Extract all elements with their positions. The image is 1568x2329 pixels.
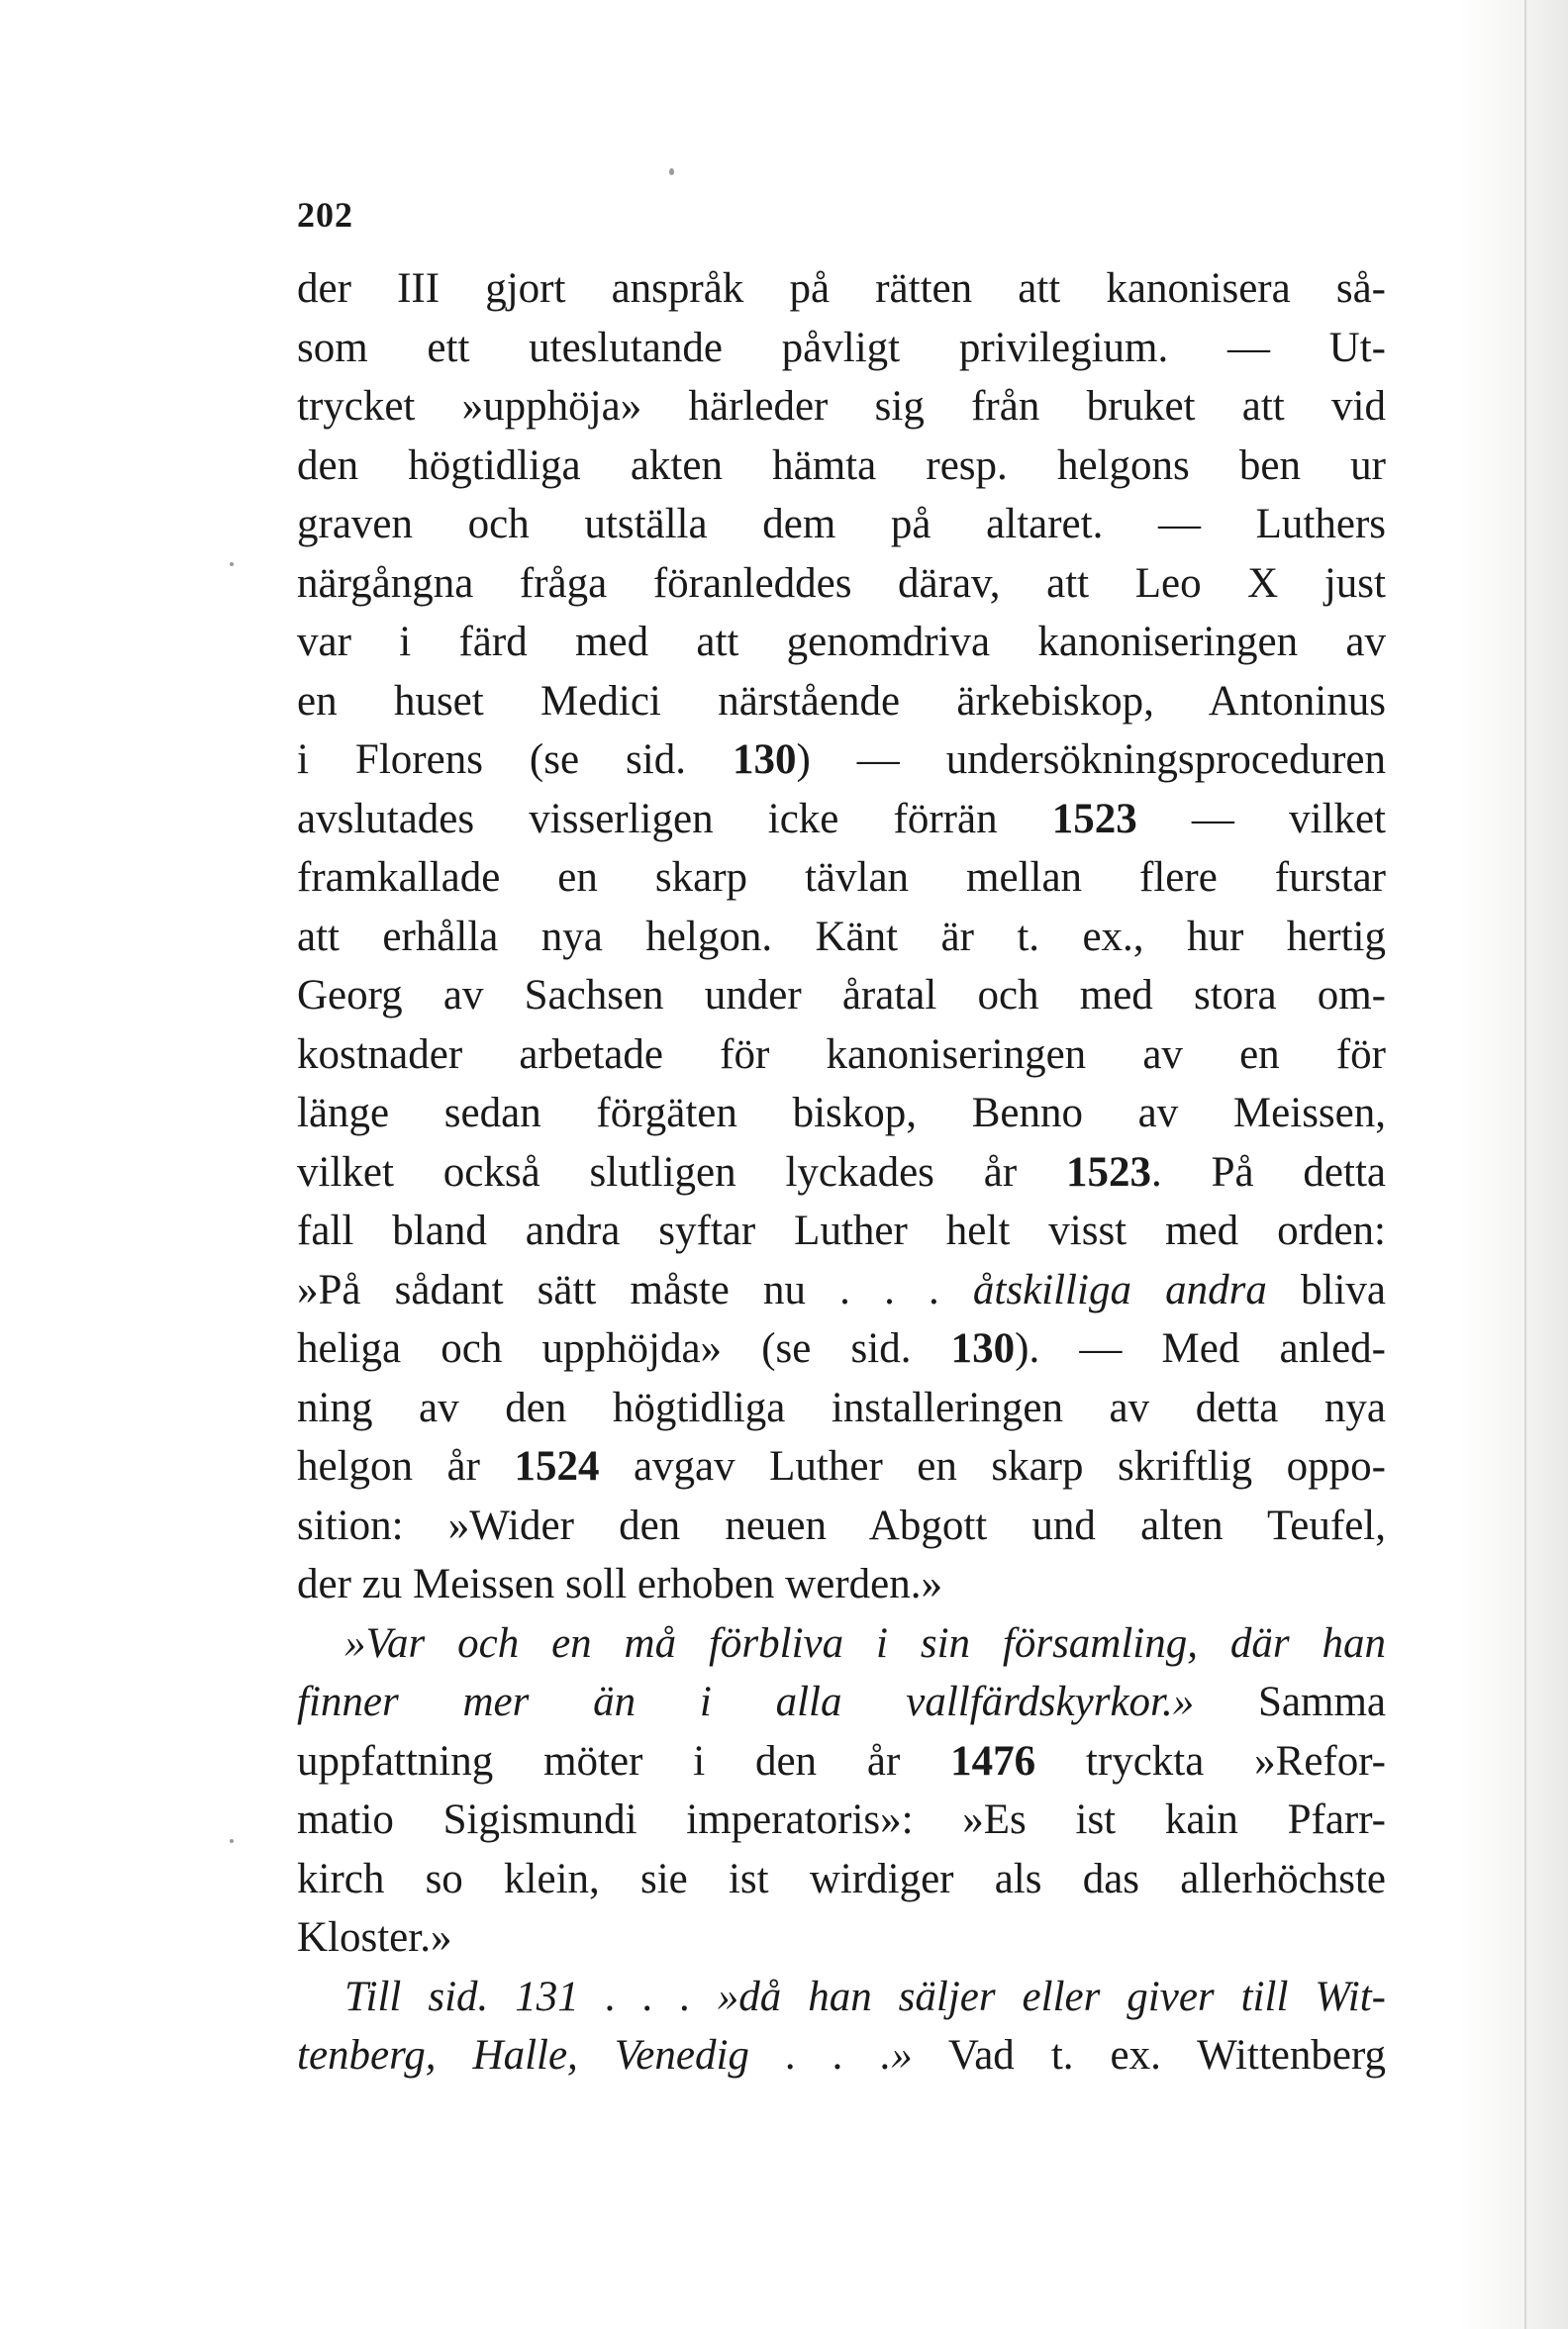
text-line — [297, 259, 1386, 319]
text-line — [297, 672, 1386, 731]
text-segment: bliva — [1266, 1266, 1386, 1313]
text-line — [297, 1379, 1386, 1438]
text-segment: — vilket — [1136, 795, 1386, 842]
text-segment: som ett uteslutande påvligt privilegium. — Ut- — [297, 324, 1386, 371]
bold-number: 130 — [732, 736, 797, 783]
text-line — [297, 1732, 1386, 1792]
text-line — [297, 554, 1386, 614]
text-segment: helgon år — [297, 1443, 515, 1490]
text-line — [297, 613, 1386, 672]
text-segment: tryckta »Refor- — [1035, 1737, 1387, 1785]
text-line — [297, 377, 1386, 437]
text-line — [297, 1850, 1386, 1909]
page-edge-shadow — [1524, 0, 1526, 2329]
bold-number: 130 — [950, 1325, 1016, 1372]
text-segment: trycket »upphöja» härleder sig från bruket att vid — [297, 383, 1386, 430]
text-segment: var i färd med att genomdriva kanoniseringen av — [297, 619, 1386, 665]
body-text — [297, 259, 1386, 2086]
text-line — [297, 1261, 1386, 1320]
text-line — [297, 1437, 1386, 1497]
text-segment: en huset Medici närstående ärkebiskop, Antoninus — [297, 677, 1386, 725]
text-segment: ning av den högtidliga installeringen av detta nya — [297, 1384, 1386, 1431]
text-line — [297, 319, 1386, 378]
italic-text: finner mer än i alla vallfärdskyrkor.» — [297, 1679, 1195, 1725]
text-segment: der III gjort anspråk på rätten att kanonisera så- — [297, 265, 1386, 312]
italic-text: »Var och en må förbliva i sin församling, där han — [344, 1619, 1386, 1667]
text-line — [297, 908, 1386, 967]
text-segment: länge sedan förgäten biskop, Benno av Meissen, — [297, 1090, 1386, 1136]
text-line — [297, 1319, 1386, 1379]
bold-number: 1524 — [514, 1443, 600, 1490]
text-segment: Georg av Sachsen under åratal och med stora om- — [297, 972, 1386, 1019]
text-line — [297, 1025, 1386, 1085]
text-line — [297, 1555, 1386, 1614]
text-segment: matio Sigismundi imperatoris»: »Es ist kain Pfarr- — [297, 1796, 1386, 1843]
text-segment: ) — undersökningsproceduren — [796, 736, 1386, 783]
text-line — [297, 1084, 1386, 1143]
print-speck — [669, 168, 674, 175]
bold-number: 1523 — [1066, 1148, 1151, 1196]
text-segment: heliga och upphöjda» (se sid. — [297, 1325, 951, 1372]
text-segment: sition: »Wider den neuen Abgott und alten Teufel, — [297, 1502, 1386, 1549]
text-segment: ). — Med anled- — [1015, 1325, 1386, 1372]
text-line — [297, 730, 1386, 790]
text-segment: den högtidliga akten hämta resp. helgons ben ur — [297, 441, 1386, 489]
text-line — [297, 1614, 1386, 1674]
text-segment: framkallade en skarp tävlan mellan flere furstar — [297, 854, 1386, 901]
text-segment: fall bland andra syftar Luther helt visst med orden: — [297, 1208, 1386, 1254]
print-speck — [230, 1839, 234, 1843]
text-line — [297, 1673, 1386, 1732]
text-segment: der zu Meissen soll erhoben werden.» — [297, 1561, 942, 1607]
text-line — [297, 495, 1386, 554]
text-segment: att erhålla nya helgon. Känt är t. ex., hur hertig — [297, 913, 1386, 960]
text-segment: avslutades visserligen icke förrän — [297, 795, 1052, 842]
text-line — [297, 848, 1386, 908]
text-segment: avgav Luther en skarp skriftlig oppo- — [599, 1443, 1386, 1490]
text-line — [297, 1791, 1386, 1850]
text-line — [297, 2026, 1386, 2086]
text-segment: Vad t. ex. Wittenberg — [912, 2032, 1386, 2079]
text-line — [297, 1497, 1386, 1556]
text-line — [297, 966, 1386, 1025]
text-line — [297, 1908, 1386, 1968]
text-line — [297, 437, 1386, 496]
text-segment: Samma — [1194, 1679, 1386, 1725]
bold-number: 1476 — [950, 1737, 1036, 1785]
italic-text: tenberg, Halle, Venedig . . .» — [297, 2032, 913, 2079]
text-segment: uppfattning möter i den år — [297, 1737, 951, 1785]
print-speck — [230, 562, 234, 566]
text-line — [297, 790, 1386, 849]
text-segment: Kloster.» — [297, 1914, 452, 1961]
page-number: 202 — [297, 195, 353, 235]
text-segment: . På detta — [1151, 1148, 1386, 1196]
text-segment: »På sådant sätt måste nu . . . — [297, 1266, 973, 1313]
text-segment: graven och utställa dem på altaret. — Luthers — [297, 501, 1386, 547]
text-segment: kirch so klein, sie ist wirdiger als das allerhöchste — [297, 1855, 1386, 1902]
text-line — [297, 1143, 1386, 1203]
bold-number: 1523 — [1051, 795, 1137, 842]
text-segment: kostnader arbetade för kanoniseringen av en för — [297, 1030, 1386, 1078]
italic-text: Till sid. 131 . . . »då han säljer eller giver till Wit- — [344, 1973, 1386, 2020]
text-line — [297, 1968, 1386, 2027]
text-line — [297, 1202, 1386, 1261]
text-segment: i Florens (se sid. — [297, 736, 733, 783]
italic-text: åtskilliga andra — [972, 1266, 1267, 1313]
text-segment: vilket också slutligen lyckades år — [297, 1148, 1066, 1196]
text-segment: närgångna fråga föranleddes därav, att Leo X just — [297, 559, 1386, 607]
